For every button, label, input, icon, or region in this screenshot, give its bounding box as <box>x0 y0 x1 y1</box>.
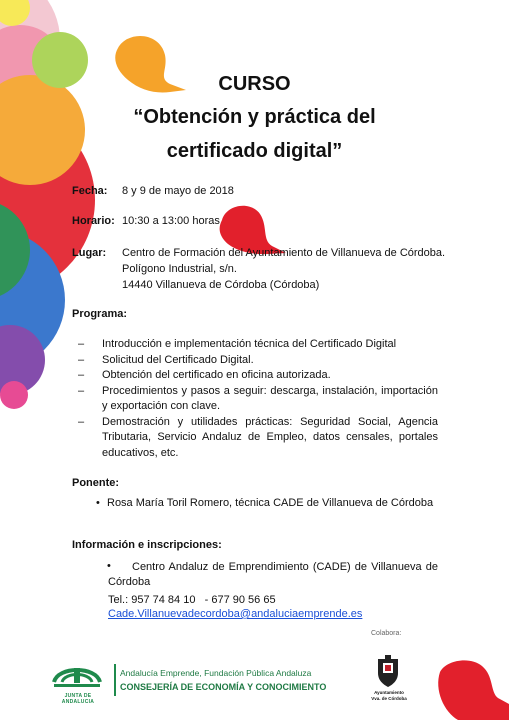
lugar-line-1: Centro de Formación del Ayuntamiento de Villanueva de Córdoba. <box>122 247 446 259</box>
title-line-2: “Obtención y práctica del <box>133 106 376 128</box>
red-drop-shape <box>438 660 509 720</box>
lugar-label: Lugar: <box>72 247 107 259</box>
footer-divider <box>114 664 116 696</box>
info-email-link[interactable]: Cade.Villanuevadecordoba@andaluciaemprende.es <box>108 608 363 620</box>
pink-dot-shape <box>0 381 28 409</box>
horario-value: 10:30 a 13:00 horas <box>122 215 220 227</box>
programa-label: Programa: <box>72 308 128 320</box>
programa-item: – Introducción e implementación técnica del Certificado Digital <box>76 337 438 353</box>
programa-item: – Obtención del certificado en oficina autorizada. <box>76 368 438 384</box>
ayuntamiento-crest-icon <box>374 655 402 689</box>
fecha-label: Fecha: <box>72 185 108 197</box>
programa-item: – Procedimientos y pasos a seguir: descarga, instalación, importación y exportación con clave. <box>76 384 438 415</box>
lugar-line-3: 14440 Villanueva de Córdoba (Córdoba) <box>122 279 320 291</box>
ponente-label: Ponente: <box>72 477 120 489</box>
info-center: Centro Andaluz de Emprendimiento (CADE) de Villanueva de Córdoba <box>108 561 438 588</box>
info-bullet: • <box>107 560 111 572</box>
title-line-3: certificado digital” <box>166 140 343 162</box>
title-line-1: CURSO <box>218 73 291 95</box>
horario-label: Horario: <box>72 215 115 227</box>
programa-item: – Demostración y utilidades prácticas: Seguridad Social, Agencia Tributaria, Servicio Andaluz de Empleo, datos censales, portales educativos, etc. <box>76 415 438 462</box>
ponente-bullet: • <box>96 497 100 509</box>
ayto-line-2: Vva. de Córdoba <box>371 696 407 701</box>
org-line-1: Andalucía Emprende, Fundación Pública Andaluza <box>120 668 312 678</box>
colabora-label: Colabora: <box>371 630 402 637</box>
info-label: Información e inscripciones: <box>72 539 222 551</box>
ponente-value: Rosa María Toril Romero, técnica CADE de Villanueva de Córdoba <box>107 497 434 509</box>
lugar-line-2: Polígono Industrial, s/n. <box>122 263 237 275</box>
fecha-value: 8 y 9 de mayo de 2018 <box>122 185 234 197</box>
programa-list <box>76 337 438 461</box>
junta-caption: JUNTA DE ANDALUCIA <box>61 693 95 705</box>
ayto-line-1: Ayuntamiento <box>374 690 404 695</box>
org-line-2: CONSEJERÍA DE ECONOMÍA Y CONOCIMIENTO <box>120 682 327 692</box>
info-phones: Tel.: 957 74 84 10 - 677 90 56 65 <box>108 594 276 606</box>
junta-andalucia-logo-icon <box>50 656 104 696</box>
programa-item: – Solicitud del Certificado Digital. <box>76 353 438 369</box>
